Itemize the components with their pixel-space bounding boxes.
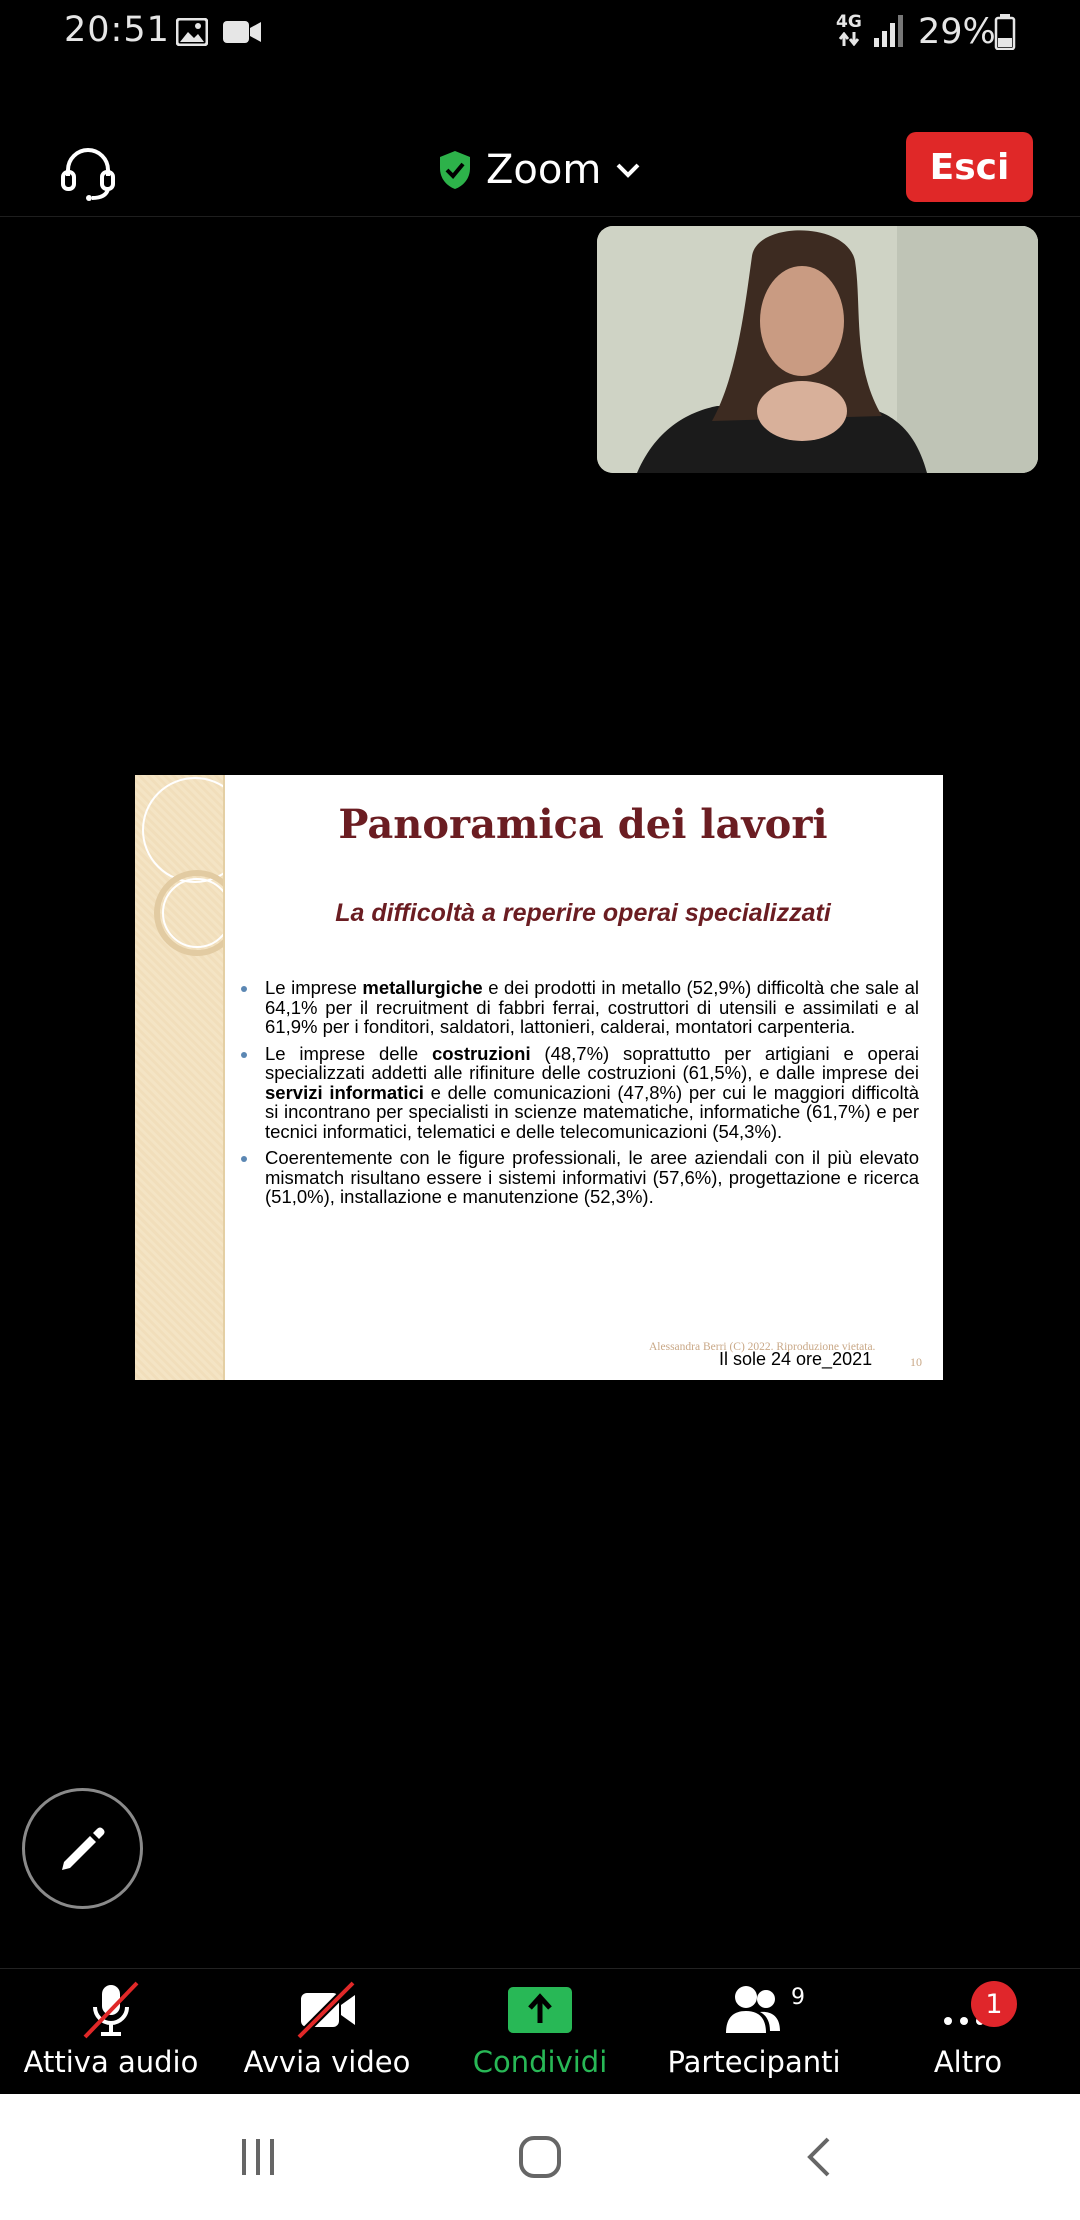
meeting-header xyxy=(0,120,1080,217)
slide-bullet: Coerentemente con le figure professionali, le aree aziendali con il più elevato mismatch risultano essere i sistemi informativi (57,6%), progettazione e ricerca (51,0%), installazione e manutenzione (52,3%). xyxy=(239,1148,919,1207)
leave-button[interactable]: Esci xyxy=(906,132,1033,202)
slide-decoration xyxy=(135,775,225,1380)
more-button[interactable] xyxy=(860,1969,1076,2095)
status-time: 20:51 xyxy=(64,10,170,50)
network-type: 4G xyxy=(836,12,862,32)
start-video-button[interactable] xyxy=(219,1969,435,2095)
shield-check-icon xyxy=(438,150,472,190)
shared-screen-slide xyxy=(135,775,943,1380)
meeting-title-dropdown[interactable] xyxy=(438,140,641,200)
pencil-icon xyxy=(56,1822,110,1876)
recent-apps-button[interactable] xyxy=(218,2122,298,2192)
participants-button[interactable] xyxy=(646,1969,862,2095)
data-arrows-icon xyxy=(838,32,862,46)
participants-label: Partecipanti xyxy=(667,2045,841,2079)
video-recording-icon xyxy=(222,20,262,44)
participant-video[interactable] xyxy=(597,226,1038,473)
start-video-label: Avvia video xyxy=(243,2045,411,2079)
microphone-muted-icon xyxy=(71,1979,151,2041)
chevron-down-icon xyxy=(615,161,641,179)
participants-icon xyxy=(714,1979,794,2041)
slide-circles-decoration xyxy=(135,775,223,1380)
recent-apps-icon xyxy=(236,2135,280,2179)
share-screen-icon xyxy=(500,1979,580,2041)
annotate-button[interactable] xyxy=(22,1788,143,1909)
slide-bullet: Le imprese delle costruzioni (48,7%) soprattutto per artigiani e operai specializzati addetti alle rifiniture delle costruzioni (61,5%), e dalle imprese dei servizi informatici e delle comunicazioni (47,8%) per cui le maggiori difficoltà si incontrano per specialisti in scienze matematiche, informatiche (61,7%) e per tecnici informatici, telematici e delle telecomunicazioni (54,3%). xyxy=(239,1044,919,1142)
mute-audio-button[interactable] xyxy=(3,1969,219,2095)
home-button[interactable] xyxy=(500,2122,580,2192)
back-icon xyxy=(798,2135,842,2179)
slide-bullet: Le imprese metallurgiche e dei prodotti in metallo (52,9%) difficoltà che sale al 64,1% per il recruitment di fabbri ferrai, costruttori di utensili e assimilati e al 61,9% per i fonditori, saldatori, lattonieri, calderai, montatori carpenteria. xyxy=(239,978,919,1037)
share-label: Condividi xyxy=(472,2045,608,2079)
slide-bullet-list xyxy=(239,978,919,1214)
share-button[interactable] xyxy=(432,1969,648,2095)
slide-source: Il sole 24 ore_2021 xyxy=(719,1349,873,1369)
gallery-icon xyxy=(176,18,208,46)
meeting-toolbar xyxy=(0,1968,1080,2095)
more-label: Altro xyxy=(933,2045,1003,2079)
slide-subtitle: La difficoltà a reperire operai specializzati xyxy=(335,899,831,927)
mute-audio-label: Attiva audio xyxy=(23,2045,199,2079)
system-navigation-bar xyxy=(0,2094,1080,2220)
notification-badge: 1 xyxy=(971,1981,1017,2027)
participant-silhouette xyxy=(597,226,1038,473)
battery-percent: 29% xyxy=(918,12,996,52)
video-off-icon xyxy=(287,1979,367,2041)
headset-icon[interactable] xyxy=(58,142,118,202)
battery-icon xyxy=(994,14,1016,50)
home-icon xyxy=(517,2134,563,2180)
participants-count: 9 xyxy=(791,1985,805,2010)
slide-copyright: Alessandra Berri (C) 2022. Riproduzione vietata. xyxy=(649,1341,876,1353)
status-bar xyxy=(0,0,1080,70)
back-button[interactable] xyxy=(780,2122,860,2192)
slide-title: Panoramica dei lavori xyxy=(338,801,828,848)
signal-icon xyxy=(872,14,906,48)
app-title: Zoom xyxy=(486,147,602,193)
slide-page-number: 10 xyxy=(910,1355,922,1369)
